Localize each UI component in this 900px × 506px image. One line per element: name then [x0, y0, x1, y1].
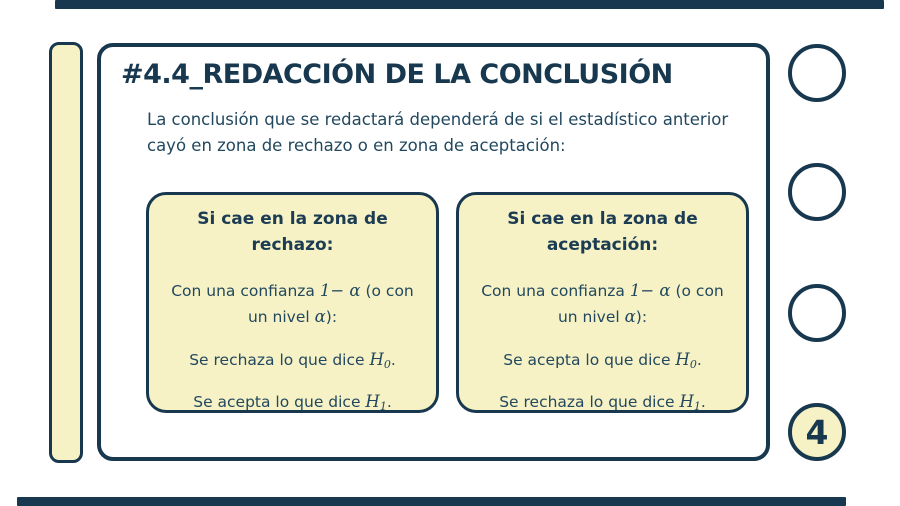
- intro-line-2: cayó en zona de rechazo o en zona de aceptación:: [147, 136, 566, 155]
- h1-symbol: H: [365, 392, 380, 412]
- alpha-expression: 1− α: [629, 281, 671, 300]
- h1-symbol: H: [679, 392, 694, 412]
- alpha-symbol: α: [624, 307, 636, 327]
- alpha-symbol: α: [314, 307, 326, 327]
- rejection-confidence-line: Con una confianza 1− α (o con un nivel α):: [171, 281, 414, 327]
- intro-line-1: La conclusión que se redactará dependerá de si el estadístico anterior: [147, 110, 729, 129]
- top-decoration-bar: [55, 0, 884, 9]
- acceptance-zone-box: [456, 192, 749, 413]
- rejection-zone-box: [146, 192, 439, 413]
- h0-symbol: H: [675, 349, 690, 369]
- left-accent-strip: [49, 42, 83, 463]
- nav-circle-1: [788, 44, 846, 102]
- nav-circle-3: [788, 284, 846, 342]
- page-number-badge: [788, 403, 846, 461]
- rejection-statement-h1: Se acepta lo que dice H1.: [193, 392, 392, 414]
- bottom-decoration-bar: [17, 497, 846, 506]
- rejection-box-heading: Si cae en la zona de rechazo:: [197, 209, 388, 255]
- acceptance-statement-h0: Se acepta lo que dice H0.: [503, 349, 702, 371]
- content-card: [97, 43, 770, 461]
- page-number: 4: [805, 412, 829, 452]
- alpha-expression: 1− α: [319, 281, 361, 300]
- acceptance-statement-h1: Se rechaza lo que dice H1.: [499, 392, 706, 414]
- zone-boxes-row: [146, 192, 749, 413]
- acceptance-box-heading: Si cae en la zona de aceptación:: [507, 209, 698, 255]
- slide-title: #4.4_REDACCIÓN DE LA CONCLUSIÓN: [121, 59, 673, 90]
- h0-symbol: H: [369, 349, 384, 369]
- rejection-statement-h0: Se rechaza lo que dice H0.: [189, 349, 396, 371]
- nav-circle-2: [788, 163, 846, 221]
- acceptance-confidence-line: Con una confianza 1− α (o con un nivel α):: [481, 281, 724, 327]
- intro-text: [147, 107, 728, 159]
